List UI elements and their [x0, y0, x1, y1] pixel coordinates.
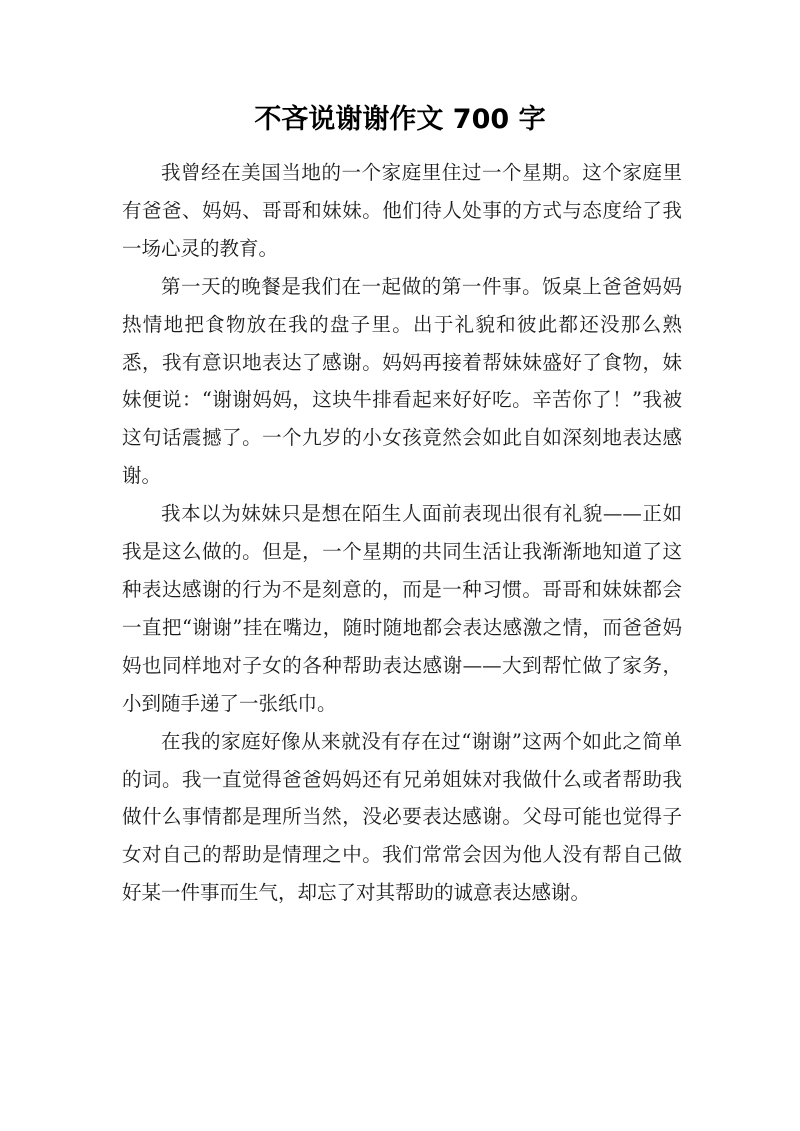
document-title: 不吝说谢谢作文 700 字 — [254, 104, 546, 135]
document-body — [122, 154, 682, 912]
paragraph: 我曾经在美国当地的一个家庭里住过一个星期。这个家庭里有爸爸、妈妈、哥哥和妹妹。他们待人处事的方式与态度给了我一场心灵的教育。 — [122, 161, 682, 260]
paragraph: 第一天的晚餐是我们在一起做的第一件事。饭桌上爸爸妈妈热情地把食物放在我的盘子里。出于礼貌和彼此都还没那么熟悉，我有意识地表达了感谢。妈妈再接着帮妹妹盛好了食物，妹妹便说：“谢谢妈妈，这块牛排看起来好好吃。辛苦你了！”我被这句话震撼了。一个九岁的小女孩竟然会如此自如深刻地表达感谢。 — [122, 274, 682, 488]
paragraph: 我本以为妹妹只是想在陌生人面前表现出很有礼貌——正如我是这么做的。但是，一个星期的共同生活让我渐渐地知道了这种表达感谢的行为不是刻意的，而是一种习惯。哥哥和妹妹都会一直把“谢谢”挂在嘴边，随时随地都会表达感激之情，而爸爸妈妈也同样地对子女的各种帮助表达感谢——大到帮忙做了家务，小到随手递了一张纸巾。 — [122, 502, 682, 715]
paragraph: 在我的家庭好像从来就没有存在过“谢谢”这两个如此之简单的词。我一直觉得爸爸妈妈还有兄弟姐妹对我做什么或者帮助我做什么事情都是理所当然，没必要表达感谢。父母可能也觉得子女对自己的帮助是情理之中。我们常常会因为他人没有帮自己做好某一件事而生气，却忘了对其帮助的诚意表达感谢。 — [122, 729, 682, 905]
